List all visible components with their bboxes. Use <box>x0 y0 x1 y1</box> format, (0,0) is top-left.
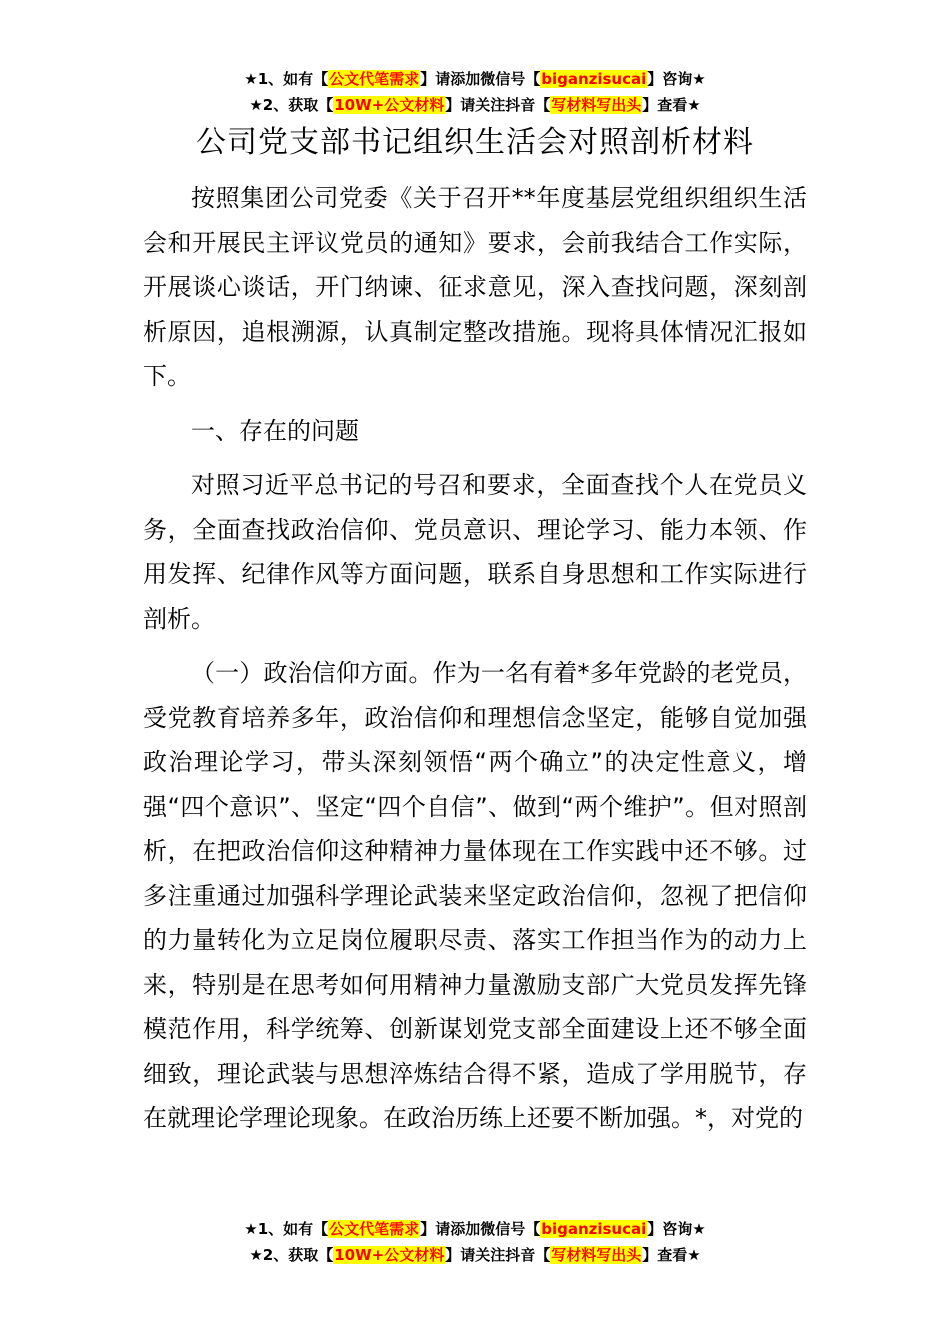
notice-line-1: ★1、如有【公文代笔需求】请添加微信号【biganzisucai】咨询★ <box>244 1220 706 1238</box>
footer-notice-banner <box>0 1216 950 1268</box>
notice-line-2: ★2、获取【10W+公文材料】请关注抖音【写材料写出头】查看★ <box>249 1246 701 1264</box>
section-heading-problems: 一、存在的问题 <box>191 416 359 445</box>
highlight-wechat-id: biganzisucai <box>541 1220 647 1238</box>
paragraph-political-belief: （一）政治信仰方面。作为一名有着*多年党龄的老党员，受党教育培养多年，政治信仰和理想信念坚定，能够自觉加强政治理论学习，带头深刻领悟“两个确立”的决定性意义，增强“四个意识”、坚定“四个自信”、做到“两个维护”。但对照剖析，在把政治信仰这种精神力量体现在工作实践中还不够。过多注重通过加强科学理论武装来坚定政治信仰，忽视了把信仰的力量转化为立足岗位履职尽责、落实工作担当作为的动力上来，特别是在思考如何用精神力量激励支部广大党员发挥先锋模范作用，科学统筹、创新谋划党支部全面建设上还不够全面细致，理论武装与思想淬炼结合得不紧，造成了学用脱节，存在就理论学理论现象。在政治历练上还要不断加强。*，对党的 <box>143 659 807 1132</box>
document-body <box>143 176 807 1151</box>
notice-line-2: ★2、获取【10W+公文材料】请关注抖音【写材料写出头】查看★ <box>249 96 701 114</box>
notice-line-1: ★1、如有【公文代笔需求】请添加微信号【biganzisucai】咨询★ <box>244 70 706 88</box>
header-notice-banner <box>0 66 950 118</box>
highlight-materials: 10W+公文材料 <box>334 1246 445 1264</box>
highlight-douyin-account: 写材料写出头 <box>551 96 642 114</box>
highlight-service: 公文代笔需求 <box>329 70 420 88</box>
document-title: 公司党支部书记组织生活会对照剖析材料 <box>196 125 754 160</box>
highlight-douyin-account: 写材料写出头 <box>551 1246 642 1264</box>
paragraph-overview: 对照习近平总书记的号召和要求，全面查找个人在党员义务，全面查找政治信仰、党员意识、理论学习、能力本领、作用发挥、纪律作风等方面问题，联系自身思想和工作实际进行剖析。 <box>143 471 807 633</box>
highlight-wechat-id: biganzisucai <box>541 70 647 88</box>
highlight-materials: 10W+公文材料 <box>334 96 445 114</box>
highlight-service: 公文代笔需求 <box>329 1220 420 1238</box>
paragraph-intro: 按照集团公司党委《关于召开**年度基层党组织组织生活会和开展民主评议党员的通知》要求，会前我结合工作实际，开展谈心谈话，开门纳谏、征求意见，深入查找问题，深刻剖析原因，追根溯源，认真制定整改措施。现将具体情况汇报如下。 <box>143 184 807 390</box>
